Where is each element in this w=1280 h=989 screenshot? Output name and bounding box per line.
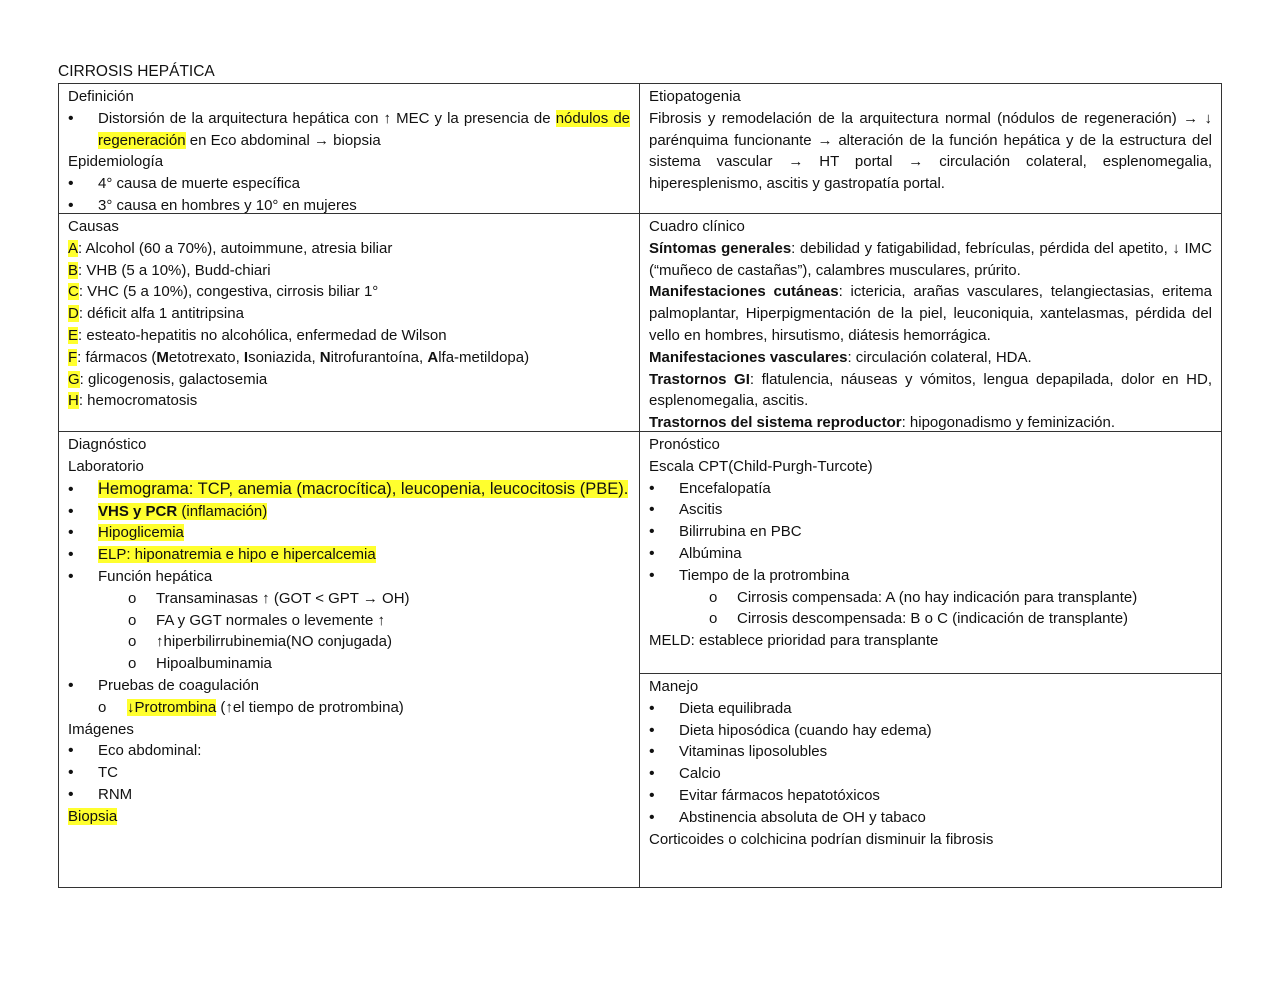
imagen-item: • RNM [68, 784, 630, 806]
coagulacion-subitem [68, 697, 630, 719]
nodulos-highlight: nódulos de regeneración [98, 109, 630, 149]
cuadro-text: : flatulencia, náuseas y vómitos, lengua depapilada, dolor en HD, esplenomegalia, ascitis. [649, 370, 1212, 410]
causa-text: soniazida, [248, 348, 320, 366]
causa-item [68, 260, 630, 282]
cell-diagnostico [58, 431, 640, 888]
causa-text: : hemocromatosis [78, 392, 198, 410]
cell-manejo [639, 673, 1222, 888]
cuadro-text: : hipogonadismo y feminización. [901, 414, 1116, 432]
definicion-text-end: en Eco abdominal → biopsia [185, 131, 381, 149]
manejo-item: • Dieta equilibrada [649, 698, 1212, 720]
biopsia-item [68, 806, 630, 828]
cuadro-label: Manifestaciones vasculares [649, 348, 848, 366]
causa-text: : glicogenosis, galactosemia [79, 370, 268, 388]
cuadro-section [649, 412, 1212, 432]
biopsia-highlight: Biopsia [68, 807, 118, 825]
funcion-subitem: o ↑hiperbilirrubinemia(NO conjugada) [68, 631, 630, 653]
protrombina-highlight: ↓Protrombina [127, 698, 217, 716]
funcion-subitem: o FA y GGT normales o levemente ↑ [68, 610, 630, 632]
pronostico-item: • Ascitis [649, 499, 1212, 521]
hipoglicemia-item [68, 522, 630, 544]
funcion-subitem: o Hipoalbuminamia [68, 653, 630, 675]
cuadro-label: Manifestaciones cutáneas [649, 283, 839, 301]
pronostico-subitem: o Cirrosis descompensada: B o C (indicación de transplante) [649, 608, 1212, 630]
definicion-text: Distorsión de la arquitectura hepática con ↑ MEC y la presencia de [98, 109, 551, 127]
causa-letter: C [68, 283, 79, 301]
causa-letter: D [68, 305, 79, 323]
causa-item [68, 303, 630, 325]
causa-letter: A [68, 239, 79, 257]
causa-item [68, 390, 630, 412]
cuadro-text: : debilidad y fatigabilidad, febrículas, pérdida del apetito, ↓ IMC (“muñeco de castañas”), calambres musculares, prúrito. [649, 239, 1212, 279]
funcion-hepatica-item: • Función hepática [68, 566, 630, 588]
causa-item [68, 238, 630, 260]
mnemonic-letter: A [427, 348, 439, 366]
epidemiologia-heading: Epidemiología [68, 153, 164, 171]
causa-item [68, 325, 630, 347]
cuadro-section [649, 369, 1212, 413]
cell-definicion [58, 83, 640, 214]
pronostico-item: • Bilirrubina en PBC [649, 521, 1212, 543]
manejo-note: Corticoides o colchicina podrían disminuir la fibrosis [649, 830, 994, 848]
cuadro-text: : ictericia, arañas vasculares, telangiectasias, eritema palmoplantar, Hiperpigmentación de la piel, leuconiquia, xantelasmas, pérdida del vello en hombres, hirsutismo, diátesis hemorrágica. [649, 283, 1212, 344]
vhs-text [98, 503, 267, 520]
causa-item [68, 281, 630, 303]
imagen-item: • TC [68, 762, 630, 784]
etiopatogenia-text: Fibrosis y remodelación de la arquitectura normal (nódulos de regeneración) → ↓ parénquima funcionante → alteración de la función hepática y de la estructura del sistema vascular → HT portal → circulación colateral, esplenomegalia, hiperesplenismo, ascitis y gastropatía portal. [649, 109, 1212, 193]
cell-pronostico [639, 431, 1222, 674]
causa-text: etotrexato, [168, 348, 244, 366]
causa-letter: E [68, 326, 79, 344]
cuadro-section [649, 238, 1212, 282]
hemograma-item [68, 478, 630, 501]
definicion-heading: Definición [68, 88, 134, 105]
pronostico-item: • Encefalopatía [649, 478, 1212, 500]
pronostico-item: • Tiempo de la protrombina [649, 565, 1212, 587]
cuadro-label: Trastornos GI [649, 370, 750, 388]
causa-text: lfa-metildopa) [438, 348, 530, 366]
vhs-item [68, 501, 630, 523]
pronostico-item: • Albúmina [649, 543, 1212, 565]
causa-letter: F [68, 348, 78, 366]
causa-text: : Alcohol (60 a 70%), autoimmune, atresia biliar [78, 239, 393, 257]
causa-text: : fármacos ( [77, 348, 157, 366]
hemograma-text: Hemograma: TCP, anemia (macrocítica), leucopenia, leucocitosis (PBE). [98, 479, 629, 498]
cuadro-label: Síntomas generales [649, 239, 792, 257]
causa-text: : VHB (5 a 10%), Budd-chiari [78, 261, 271, 279]
etiopatogenia-heading: Etiopatogenia [649, 88, 741, 105]
causa-item [68, 369, 630, 391]
cell-cuadro-clinico [639, 213, 1222, 432]
pronostico-subitem: o Cirrosis compensada: A (no hay indicación para transplante) [649, 587, 1212, 609]
cuadro-heading: Cuadro clínico [649, 218, 745, 235]
laboratorio-heading: Laboratorio [68, 457, 144, 475]
manejo-item: • Calcio [649, 763, 1212, 785]
definicion-item [68, 108, 630, 152]
manejo-item: • Dieta hiposódica (cuando hay edema) [649, 720, 1212, 742]
mnemonic-letter: M [156, 348, 169, 366]
mnemonic-letter: I [243, 348, 249, 366]
causa-item-farmacos [68, 347, 630, 369]
causa-letter: H [68, 392, 79, 410]
diagnostico-heading: Diagnóstico [68, 436, 147, 453]
cuadro-label: Trastornos del sistema reproductor [649, 414, 902, 432]
funcion-subitem: o Transaminasas ↑ (GOT < GPT → OH) [68, 588, 630, 610]
cuadro-section [649, 281, 1212, 346]
manejo-item: • Vitaminas liposolubles [649, 741, 1212, 763]
cuadro-text: : circulación colateral, HDA. [847, 348, 1032, 366]
causas-heading: Causas [68, 218, 119, 235]
causa-text: : VHC (5 a 10%), congestiva, cirrosis biliar 1° [78, 283, 379, 301]
causa-letter: G [68, 370, 80, 388]
elp-item [68, 544, 630, 566]
escala-cpt: Escala CPT(Child-Purgh-Turcote) [649, 457, 873, 475]
cell-causas [58, 213, 640, 432]
imagenes-heading: Imágenes [68, 720, 134, 738]
coagulacion-item: • Pruebas de coagulación [68, 675, 630, 697]
manejo-item: • Evitar fármacos hepatotóxicos [649, 785, 1212, 807]
manejo-heading: Manejo [649, 678, 699, 695]
vhs-rest: (inflamación) [177, 502, 268, 520]
causa-text: : esteato-hepatitis no alcohólica, enfermedad de Wilson [78, 326, 447, 344]
meld-text: MELD: establece prioridad para transplante [649, 632, 939, 650]
manejo-item: • Abstinencia absoluta de OH y tabaco [649, 807, 1212, 829]
document-title: CIRROSIS HEPÁTICA [58, 63, 215, 80]
causa-text: itrofurantoína, [330, 348, 428, 366]
cuadro-section [649, 347, 1212, 369]
hipoglicemia-text: Hipoglicemia [98, 524, 184, 542]
imagen-item: • Eco abdominal: [68, 740, 630, 762]
cell-etiopatogenia [639, 83, 1222, 214]
protrombina-rest: (↑el tiempo de protrombina) [216, 698, 404, 716]
mnemonic-letter: N [319, 348, 331, 366]
elp-text: ELP: hiponatremia e hipo e hipercalcemia [98, 546, 376, 564]
causa-letter: B [68, 261, 79, 279]
epi-item: • 4° causa de muerte específica [68, 173, 630, 195]
epi-item: • 3° causa en hombres y 10° en mujeres [68, 195, 630, 214]
vhs-bold: VHS y PCR [98, 502, 178, 520]
pronostico-heading: Pronóstico [649, 436, 720, 453]
causa-text: : déficit alfa 1 antitripsina [78, 305, 244, 323]
